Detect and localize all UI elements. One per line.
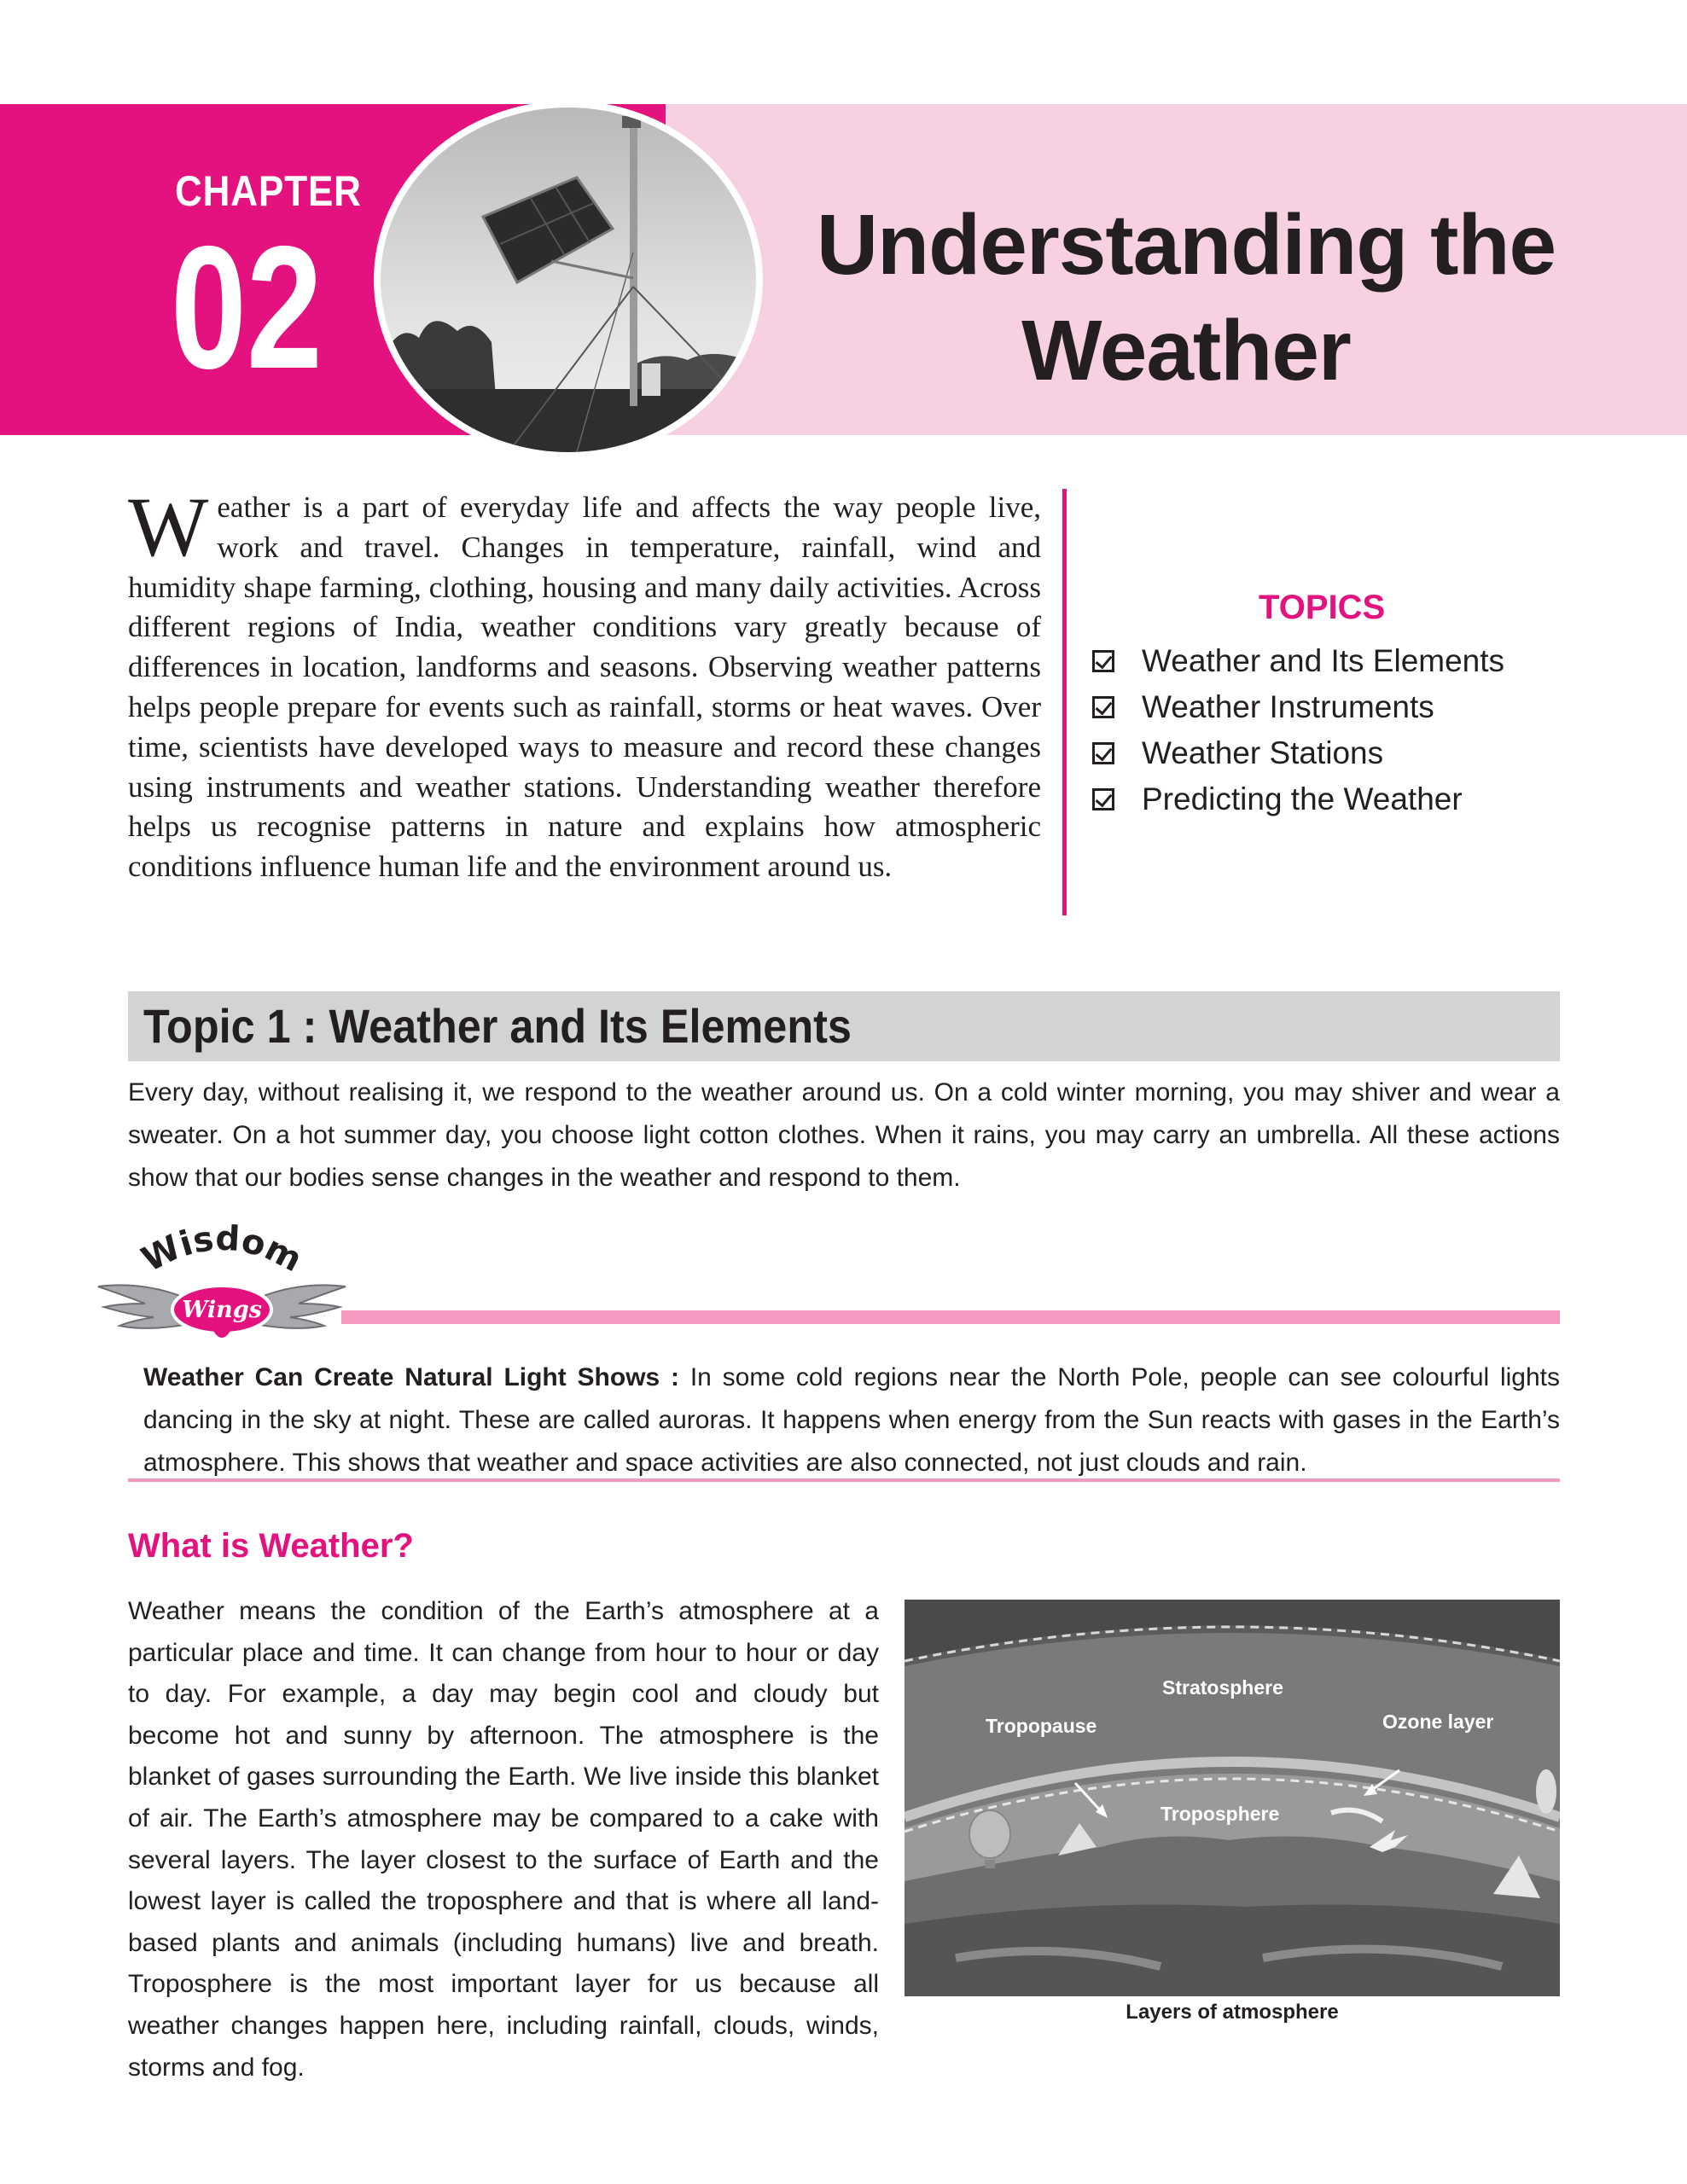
weather-station-photo — [381, 107, 756, 452]
svg-text:Wisdom — [136, 1219, 308, 1281]
topic-item — [1092, 730, 1504, 776]
atmosphere-layers-illustration — [905, 1600, 1560, 1996]
topic-item — [1092, 684, 1504, 730]
label-stratosphere: Stratosphere — [1162, 1676, 1283, 1699]
chapter-label: CHAPTER — [175, 167, 362, 215]
what-is-weather-paragraph: Weather means the condition of the Earth’s atmosphere at a particular place and time. It can change from hour to hour or day to day. For example, a day may begin cool and cloudy but become hot and sunny by afternoon. The atmosphere is the blanket of gases surrounding the Earth. We live inside this blanket of air. The Earth’s atmosphere may be compared to a cake with several layers. The layer closest to the surface of Earth and the lowest layer is called the troposphere and that is where all land-based plants and animals (including humans) live and breath. Troposphere is the most important layer for us because all weather changes happen here, including rainfall, clouds, winds, storms and fog. — [128, 1597, 879, 2082]
label-ozone-layer: Ozone layer — [1382, 1711, 1494, 1733]
topic-item-label: Weather Instruments — [1142, 689, 1434, 724]
topic-1-paragraph: Every day, without realising it, we respond to the weather around us. On a cold winter morning, you may shiver and wear a sweater. On a hot summer day, you choose light cotton clothes. When it rains, you may carry an umbrella. All these actions show that our bodies sense changes in the weather and respond to them. — [128, 1078, 1560, 1192]
chapter-title — [815, 192, 1557, 404]
logo-wings-text: Wings — [182, 1297, 262, 1323]
chapter-title-line-2: Weather — [1021, 303, 1351, 398]
intro-text: eather is a part of everyday life and affects the way people live, work and travel. Changes in temperature, rainfall, wind and humidity shape farming, clothing, housing and many daily activities. Across different regions of India, weather conditions vary greatly because of differences in location, landforms and seasons. Observing weather patterns helps people prepare for events such as rainfall, storms or heat waves. Over time, scientists have developed ways to measure and record these changes using instruments and weather stations. Understanding weather therefore helps us recognise patterns in nature and explains how atmospheric conditions influence human life and the environment around us. — [128, 491, 1041, 884]
checkbox-checked-icon — [1092, 742, 1114, 764]
topic-item-label: Predicting the Weather — [1142, 781, 1463, 816]
intro-drop-cap: W — [128, 479, 209, 574]
chapter-title-line-1: Understanding the — [816, 197, 1556, 293]
what-is-weather-heading: What is Weather? — [128, 1527, 414, 1565]
checkbox-checked-icon — [1092, 650, 1114, 672]
wisdom-wings-paragraph — [143, 1356, 1560, 1484]
topic-item-label: Weather Stations — [1142, 735, 1384, 770]
figure-caption: Layers of atmosphere — [1126, 2001, 1339, 2024]
topics-divider — [1062, 489, 1067, 915]
wisdom-rule-top — [341, 1310, 1560, 1324]
wisdom-wings-logo-icon — [94, 1211, 350, 1356]
label-tropopause: Tropopause — [986, 1715, 1097, 1737]
checkbox-checked-icon — [1092, 696, 1114, 718]
wisdom-lead: Weather Can Create Natural Light Shows : — [143, 1363, 680, 1391]
logo-wisdom-text: Wisdom — [136, 1218, 309, 1281]
checkbox-checked-icon — [1092, 788, 1114, 810]
wisdom-rule-bottom — [128, 1478, 1560, 1482]
topic-item — [1092, 638, 1504, 684]
topic-item-label: Weather and Its Elements — [1142, 643, 1505, 678]
atmosphere-layers-figure — [905, 1600, 1560, 1996]
topics-list — [1092, 638, 1504, 822]
topic-item — [1092, 776, 1504, 822]
topics-heading: TOPICS — [1259, 589, 1386, 626]
topic-1-title: Topic 1 : Weather and Its Elements — [143, 999, 852, 1053]
chapter-number: 02 — [171, 210, 323, 405]
wisdom-text: In some cold regions near the North Pole, people can see colourful lights dancing in the sky at night. These are called auroras. It happens when energy from the Sun reacts with gases in the Earth’s atmosphere. This shows that weather and space activities are also connected, not just clouds and rain. — [143, 1363, 1561, 1477]
label-troposphere: Troposphere — [1161, 1803, 1280, 1825]
intro-paragraph — [128, 479, 1041, 887]
